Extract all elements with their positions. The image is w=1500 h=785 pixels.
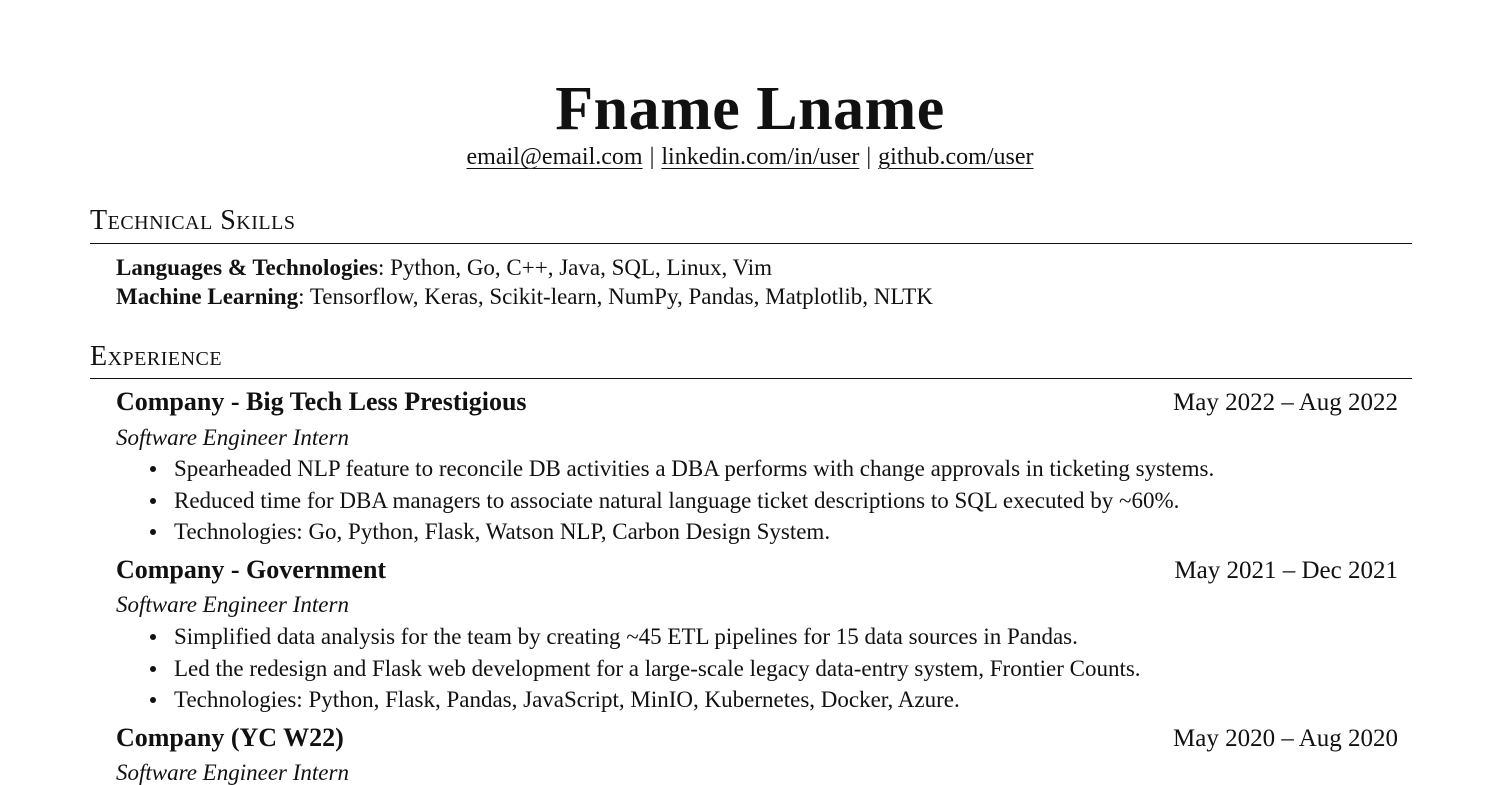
job-bullets xyxy=(148,621,1141,716)
experience-section-title: Experience xyxy=(90,341,223,372)
job-role: Software Engineer Intern xyxy=(116,425,349,450)
bullet-dot xyxy=(150,529,156,535)
list-item xyxy=(148,516,1214,548)
list-item xyxy=(148,621,1141,653)
resume-name: Fname Lname xyxy=(555,75,945,143)
skills-row-languages xyxy=(116,253,933,282)
bullet-text: Spearheaded NLP feature to reconcile DB activities a DBA performs with change approvals in ticketing systems. xyxy=(174,456,1215,481)
contact-line xyxy=(0,143,1500,171)
list-item xyxy=(148,653,1141,685)
bullet-text: Simplified data analysis for the team by creating ~45 ETL pipelines for 15 data sources in Pandas. xyxy=(174,624,1078,649)
job-dates: May 2020 – Aug 2020 xyxy=(1173,725,1398,752)
linkedin-link[interactable]: linkedin.com/in/user xyxy=(661,144,860,170)
bullet-text: Reduced time for DBA managers to associate natural language ticket descriptions to SQL executed by ~60%. xyxy=(174,487,1180,513)
job-header xyxy=(116,387,1398,418)
skills-row-ml xyxy=(116,282,933,311)
bullet-text: Technologies: Python, Flask, Pandas, JavaScript, MinIO, Kubernetes, Docker, Azure. xyxy=(174,687,960,712)
skills-label: Machine Learning xyxy=(116,284,299,309)
contact-separator: | xyxy=(866,144,872,170)
job-bullets xyxy=(148,453,1214,548)
job-role: Software Engineer Intern xyxy=(116,592,349,617)
job-header xyxy=(116,723,1398,754)
skills-value: : Python, Go, C++, Java, SQL, Linux, Vim xyxy=(378,255,773,280)
skills-label: Languages & Technologies xyxy=(116,255,378,280)
bullet-dot xyxy=(150,697,156,703)
bullet-dot xyxy=(150,466,156,472)
bullet-dot xyxy=(150,666,156,672)
skills-section-rule xyxy=(90,243,1412,244)
email-link[interactable]: email@email.com xyxy=(466,144,643,170)
job-header xyxy=(116,555,1398,586)
bullet-dot xyxy=(150,634,156,640)
job-dates: May 2021 – Dec 2021 xyxy=(1174,557,1398,584)
list-item xyxy=(148,453,1214,485)
bullet-text: Technologies: Go, Python, Flask, Watson NLP, Carbon Design System. xyxy=(174,519,831,544)
bullet-text: Led the redesign and Flask web development for a large-scale legacy data-entry system, Frontier Counts. xyxy=(174,655,1141,681)
skills-value: : Tensorflow, Keras, Scikit-learn, NumPy, Pandas, Matplotlib, NLTK xyxy=(298,284,933,309)
skills-list xyxy=(116,253,933,311)
job-dates: May 2022 – Aug 2022 xyxy=(1173,389,1398,416)
github-link[interactable]: github.com/user xyxy=(878,144,1034,170)
company-name: Company - Big Tech Less Prestigious xyxy=(116,387,527,416)
company-name: Company (YC W22) xyxy=(116,723,344,752)
bullet-dot xyxy=(150,498,156,504)
list-item xyxy=(148,485,1214,517)
contact-separator: | xyxy=(649,144,655,170)
skills-section-title: Technical Skills xyxy=(90,205,296,236)
job-role: Software Engineer Intern xyxy=(116,760,349,785)
experience-section-rule xyxy=(90,378,1412,379)
company-name: Company - Government xyxy=(116,555,387,584)
list-item xyxy=(148,684,1141,716)
